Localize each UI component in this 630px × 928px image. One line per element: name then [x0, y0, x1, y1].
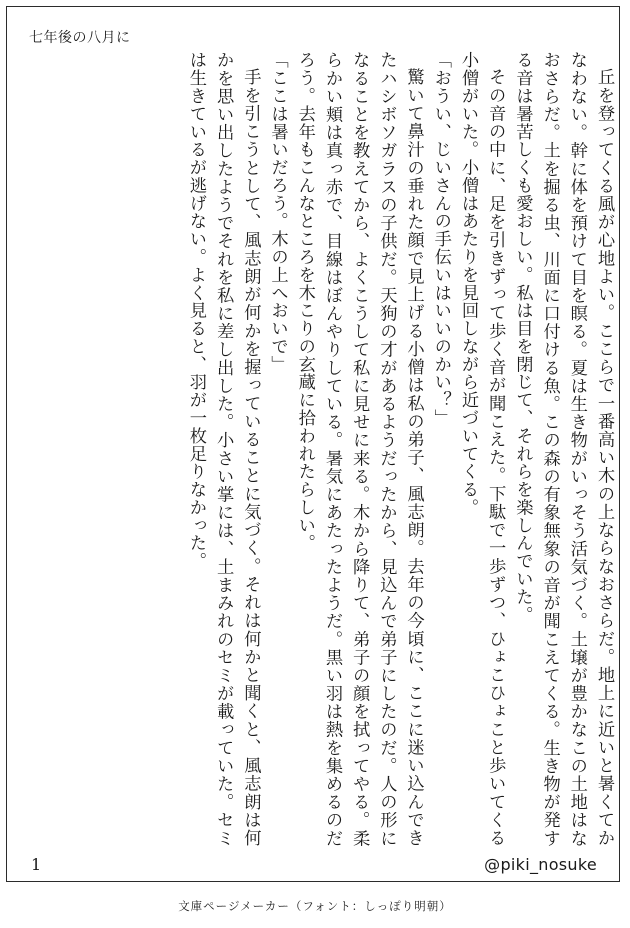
dialogue-line: 「ここは暑いだろう。木の上へおいで」	[267, 51, 288, 374]
page-number: 1	[31, 855, 42, 874]
book-page	[6, 6, 620, 882]
paragraph: 丘を登ってくる風が心地よい。ここらで一番高い木の上ならなおさらだ。地上に近いと暑くてかなわない。幹に体を預けて目を瞑る。夏は生き物がいっそう活気づく。土壌が豊かなこの土地はなおさらだ。土を掘る虫、川面に口付ける魚。この森の有象無象の音が聞こえてくる。生き物が発する音は暑苦しくも愛おしい。私は目を閉じて、それらを楽しんでいた。	[512, 51, 614, 847]
footer-credit: 文庫ページメーカー（フォント：しっぽり明朝）	[178, 899, 452, 913]
author-handle: @piki_nosuke	[484, 855, 597, 874]
paragraph: 手を引こうとして、風志朗が何かを握っていることに気づく。それは何かと聞くと、風志朗は何かを思い出したようでそれを私に差し出した。小さい掌には、土まみれのセミが載っていた。セミは生きているが逃げない。よく見ると、羽が一枚足りなかった。	[185, 51, 261, 847]
paragraph: 驚いて鼻汁の垂れた顔で見上げる小僧は私の弟子、風志朗。去年の今頃に、ここに迷い込んできたハシボソガラスの子供だ。天狗の才があるようだったから、見込んで弟子にしたのだ。人の形になることを教えてから、よくこうして私に見せに来る。木から降りて、弟子の顔を拭ってやる。柔らかい頬は真っ赤で、目線はぼんやりしている。暑気にあたったようだ。黒い羽は熱を集めるのだろう。去年もこんなところを木こりの玄蔵に拾われたらしい。	[294, 51, 424, 847]
paragraph: その音の中に、足を引きずって歩く音が聞こえた。下駄で一歩ずつ、ひょこひょこと歩いてくる小僧がいた。小僧はあたりを見回しながら近づいてくる。	[457, 51, 506, 847]
dialogue-line: 「おうい、じいさんの手伝いはいいのかい？」	[430, 51, 451, 427]
running-head-title: 七年後の八月に	[29, 30, 131, 46]
vertical-body-text	[51, 51, 617, 847]
